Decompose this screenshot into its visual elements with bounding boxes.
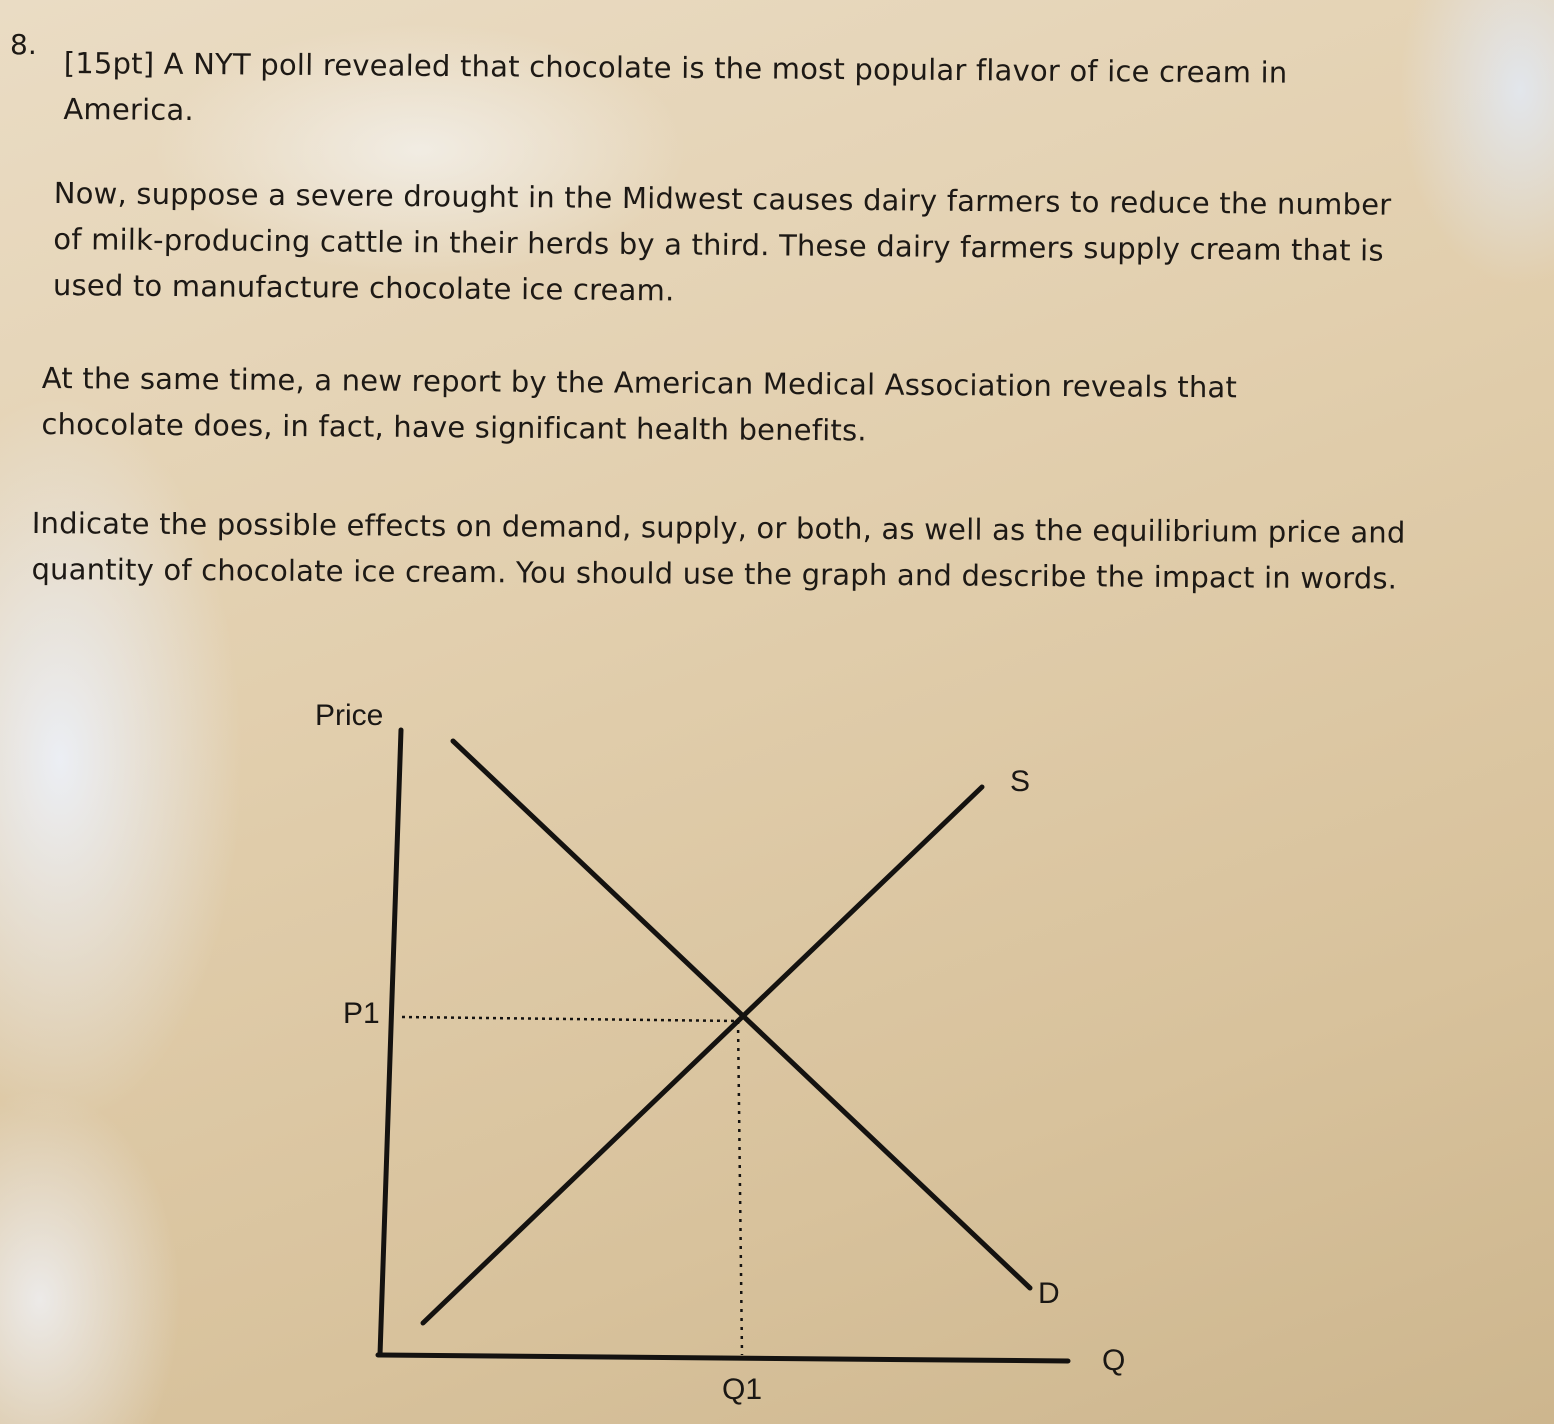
quantity-guide-line: [738, 1021, 742, 1355]
supply-demand-graph: [0, 640, 1554, 1424]
quantity-axis: [378, 1355, 1068, 1361]
question-number: 8.: [10, 28, 37, 61]
y-axis-label: Price: [315, 699, 384, 732]
demand-label: D: [1038, 1277, 1060, 1310]
graph-canvas: [0, 640, 1554, 1424]
question-intro: [15pt] A NYT poll revealed that chocolate is the most popular flavor of ice cream in America.: [63, 45, 1288, 128]
question-scenario: Now, suppose a severe drought in the Midwest causes dairy farmers to reduce the number of milk-producing cattle in their herds by a third. These dairy farmers supply cream that is used to manufacture chocolate ice cream.: [52, 175, 1392, 308]
question-instruction: Indicate the possible effects on demand, supply, or both, as well as the equilibrium price and quantity of chocolate ice cream. You should use the graph and describe the impact in words.: [31, 505, 1406, 596]
price-guide-line: [402, 1017, 738, 1021]
price-axis: [380, 730, 401, 1355]
question-text: [0, 0, 1554, 650]
supply-label: S: [1010, 765, 1031, 798]
price-marker-label: P1: [343, 997, 380, 1030]
question-health-report: At the same time, a new report by the American Medical Association reveals that chocolate does, in fact, have significant health benefits.: [41, 360, 1238, 448]
x-axis-label: Q: [1102, 1344, 1126, 1377]
supply-curve: [423, 787, 982, 1323]
quantity-marker-label: Q1: [722, 1373, 763, 1406]
